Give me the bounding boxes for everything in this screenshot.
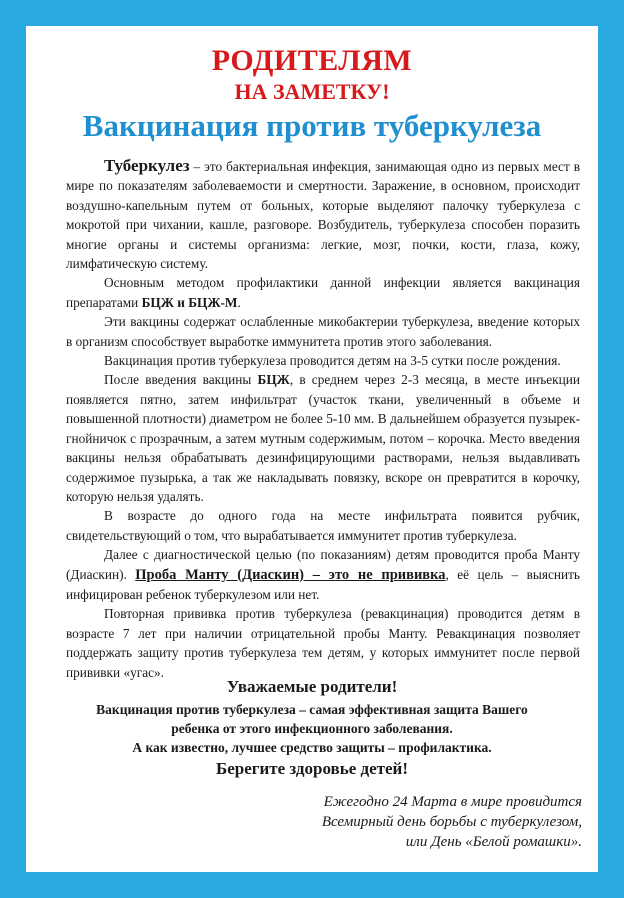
paragraph-7-start: Далее с диагностической целью (по показаниям) детям проводится проба Манту (Диаскин). <box>66 547 580 582</box>
paragraph-2 <box>66 273 580 312</box>
closing-line-1: Вакцинация против туберкулеза – самая эффективная защита Вашего <box>96 702 528 717</box>
paragraph-2-end: . <box>237 294 241 310</box>
paragraph-4: Вакцинация против туберкулеза проводится детям на 3-5 сутки после рождения. <box>104 353 561 369</box>
paragraph-2-text: Основным методом профилактики данной инфекции является вакцинация препаратами <box>66 275 580 310</box>
paragraph-7-text: , её цель – выяснить инфицирован ребенок туберкулезом или нет. <box>66 566 580 602</box>
paragraph-5-start: После введения вакцины <box>104 372 258 388</box>
page-title: Вакцинация против туберкулеза <box>82 108 542 143</box>
footer-line-1: Ежегодно 24 Марта в мире провидится <box>323 794 582 810</box>
paragraph-8: Повторная прививка против туберкулеза (ревакцинация) проводится детям в возрасте 7 лет при наличии отрицательной пробы Манту. Ревакцинация позволяет поддержать защиту против туберкулеза тем детям, у которых иммунитет после первой прививки «угас». <box>66 606 580 680</box>
footer-line-3: или День «Белой ромашки». <box>405 834 582 850</box>
paragraph-7 <box>66 545 580 604</box>
closing-line-2: ребенка от этого инфекционного заболевания. <box>171 721 453 736</box>
footer-line-2: Всемирный день борьбы с туберкулезом, <box>321 814 582 830</box>
lead-term: Туберкулез <box>104 156 190 175</box>
poster-sheet <box>26 26 598 872</box>
paragraph-5 <box>66 370 580 506</box>
vaccine-names: БЦЖ и БЦЖ-М <box>141 294 238 310</box>
paragraph-1 <box>66 156 580 273</box>
closing-line-3: А как известно, лучшее средство защиты – профилактика. <box>132 740 492 755</box>
header-line-parents: РОДИТЕЛЯМ <box>211 44 413 77</box>
article-body <box>66 156 580 682</box>
paragraph-3: Эти вакцины содержат ослабленные микобактерии туберкулеза, введение которых в организм способствует выработке иммунитета против этого заболевания. <box>66 314 580 349</box>
closing-block <box>26 674 598 781</box>
header-line-note: НА ЗАМЕТКУ! <box>234 79 390 104</box>
mantoux-note: Проба Манту (Диаскин) – это не прививка <box>135 566 446 583</box>
closing-line-4: Берегите здоровье детей! <box>215 759 409 778</box>
closing-heading: Уважаемые родители! <box>226 677 398 696</box>
vaccine-bcg: БЦЖ <box>257 372 290 388</box>
paragraph-6: В возрасте до одного года на месте инфильтрата появится рубчик, свидетельствующий о том, что вырабатывается иммунитет против туберкулеза. <box>66 508 580 543</box>
paragraph-5-text: , в среднем через 2-3 месяца, в месте инъекции появляется пятно, затем инфильтрат (участок ткани, увеличенный в объеме и повышенной плотности) диаметром не более 5-10 мм. В дальнейшем образуется пузырек-гнойничок с прозрачным, а затем мутным содержимым, потом – корочка. Место введения вакцины нельзя обрабатывать дезинфицирующими растворами, нельзя выдавливать содержимое пузырька, а так же накладывать повязку, вскоре он превратится в корочку, которую нельзя удалять. <box>66 372 580 504</box>
paragraph-1-text: – это бактериальная инфекция, занимающая одно из первых мест в мире по показателям заболеваемости и смертности. Заражение, в основном, происходит воздушно-капельным путем от больных, которые выделяют палочку туберкулеза с мокротой при чихании, кашле, разговоре. Возбудитель, туберкулеза способен поразить многие органы и системы организма: легкие, мозг, почки, кости, глаза, кожу, лимфатическую систему. <box>66 159 580 272</box>
footer-note <box>322 792 582 852</box>
